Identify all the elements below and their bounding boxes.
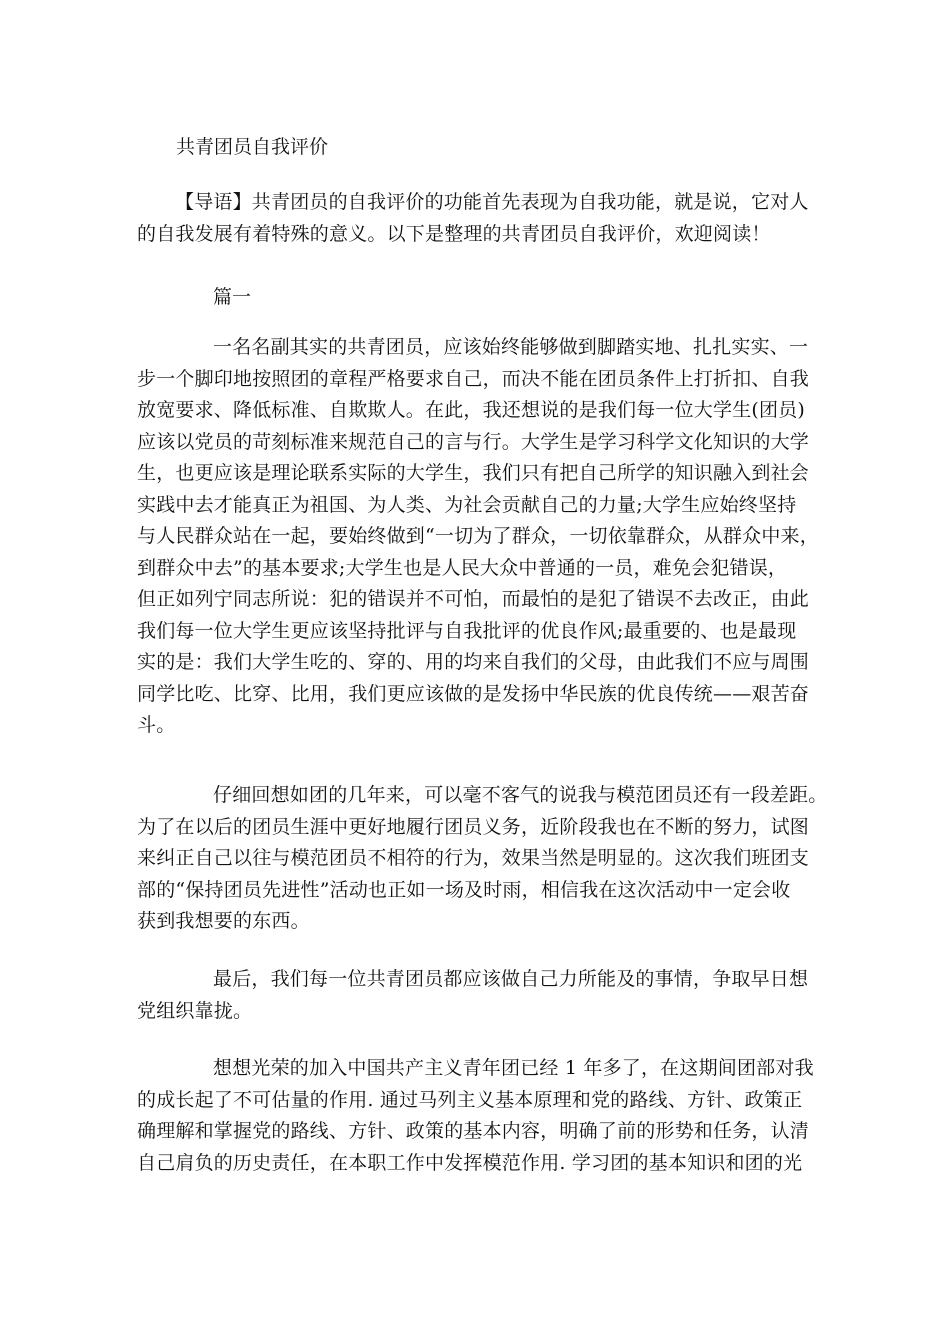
paragraph-line: 到群众中去”的基本要求;大学生也是人民大众中普通的一员，难免会犯错误，	[137, 556, 788, 579]
document-title: 共青团员自我评价	[176, 136, 329, 158]
paragraph-line: 的成长起了不可估量的作用. 通过马列主义基本原理和党的路线、方针、政策正	[137, 1088, 803, 1111]
paragraph-line: 自己肩负的历史责任，在本职工作中发挥模范作用. 学习团的基本知识和团的光	[137, 1151, 803, 1174]
paragraph-line: 步一个脚印地按照团的章程严格要求自己，而决不能在团员条件上打折扣、自我	[137, 367, 810, 390]
paragraph-line: 但正如列宁同志所说：犯的错误并不可怕，而最怕的是犯了错误不去改正，由此	[137, 588, 810, 610]
paragraph-line: 来纠正自己以往与模范团员不相符的行为，效果当然是明显的。这次我们班团支	[137, 847, 810, 869]
paragraph-line: 我们每一位大学生更应该坚持批评与自我批评的优良作风;最重要的、也是最现	[137, 619, 797, 642]
paragraph-line: 放宽要求、降低标准、自欺欺人。在此，我还想说的是我们每一位大学生(团员)	[137, 399, 806, 421]
paragraph-4	[137, 1053, 827, 1179]
paragraph-line: 实的是：我们大学生吃的、穿的、用的均来自我们的父母，由此我们不应与周围	[137, 651, 810, 673]
paragraph-line: 生，也更应该是理论联系实际的大学生，我们只有把自己所学的知识融入到社会	[137, 462, 810, 484]
paragraph-line: 党组织靠拢。	[137, 999, 253, 1022]
paragraph-line: 想想光荣的加入中国共产主义青年团已经 1 年多了，在这期间团部对我	[213, 1057, 814, 1079]
paragraph-2	[137, 780, 827, 938]
paragraph-1	[137, 332, 827, 742]
paragraph-line: 仔细回想如团的几年来，可以毫不客气的说我与模范团员还有一段差距。	[213, 784, 828, 806]
paragraph-3	[137, 964, 827, 1027]
intro-line: 【导语】共青团员的自我评价的功能首先表现为自我功能，就是说，它对人	[175, 191, 809, 213]
paragraph-line: 与人民群众站在一起，要始终做到“一切为了群众，一切依靠群众，从群众中来，	[137, 525, 819, 547]
paragraph-line: 应该以党员的苛刻标准来规范自己的言与行。大学生是学习科学文化知识的大学	[137, 430, 810, 453]
paragraph-line: 斗。	[137, 714, 176, 736]
intro-line: 的自我发展有着特殊的意义。以下是整理的共青团员自我评价，欢迎阅读！	[137, 222, 771, 245]
paragraph-line: 最后，我们每一位共青团员都应该做自己力所能及的事情，争取早日想	[213, 968, 809, 990]
paragraph-line: 为了在以后的团员生涯中更好地履行团员义务，近阶段我也在不断的努力，试图	[137, 815, 810, 838]
section-heading: 篇一	[213, 286, 252, 308]
paragraph-line: 获到我想要的东西。	[137, 910, 310, 932]
paragraph-line: 同学比吃、比穿、比用，我们更应该做的是发扬中华民族的优良传统——艰苦奋	[137, 682, 810, 705]
intro-paragraph	[137, 187, 827, 250]
paragraph-line: 部的“保持团员先进性”活动也正如一场及时雨，相信我在这次活动中一定会收	[137, 878, 791, 901]
paragraph-line: 一名名副其实的共青团员，应该始终能够做到脚踏实地、扎扎实实、一	[213, 336, 809, 358]
paragraph-line: 确理解和掌握党的路线、方针、政策的基本内容，明确了前的形势和任务，认清	[137, 1120, 810, 1142]
paragraph-line: 实践中去才能真正为祖国、为人类、为社会贡献自己的力量;大学生应始终坚持	[137, 493, 797, 516]
